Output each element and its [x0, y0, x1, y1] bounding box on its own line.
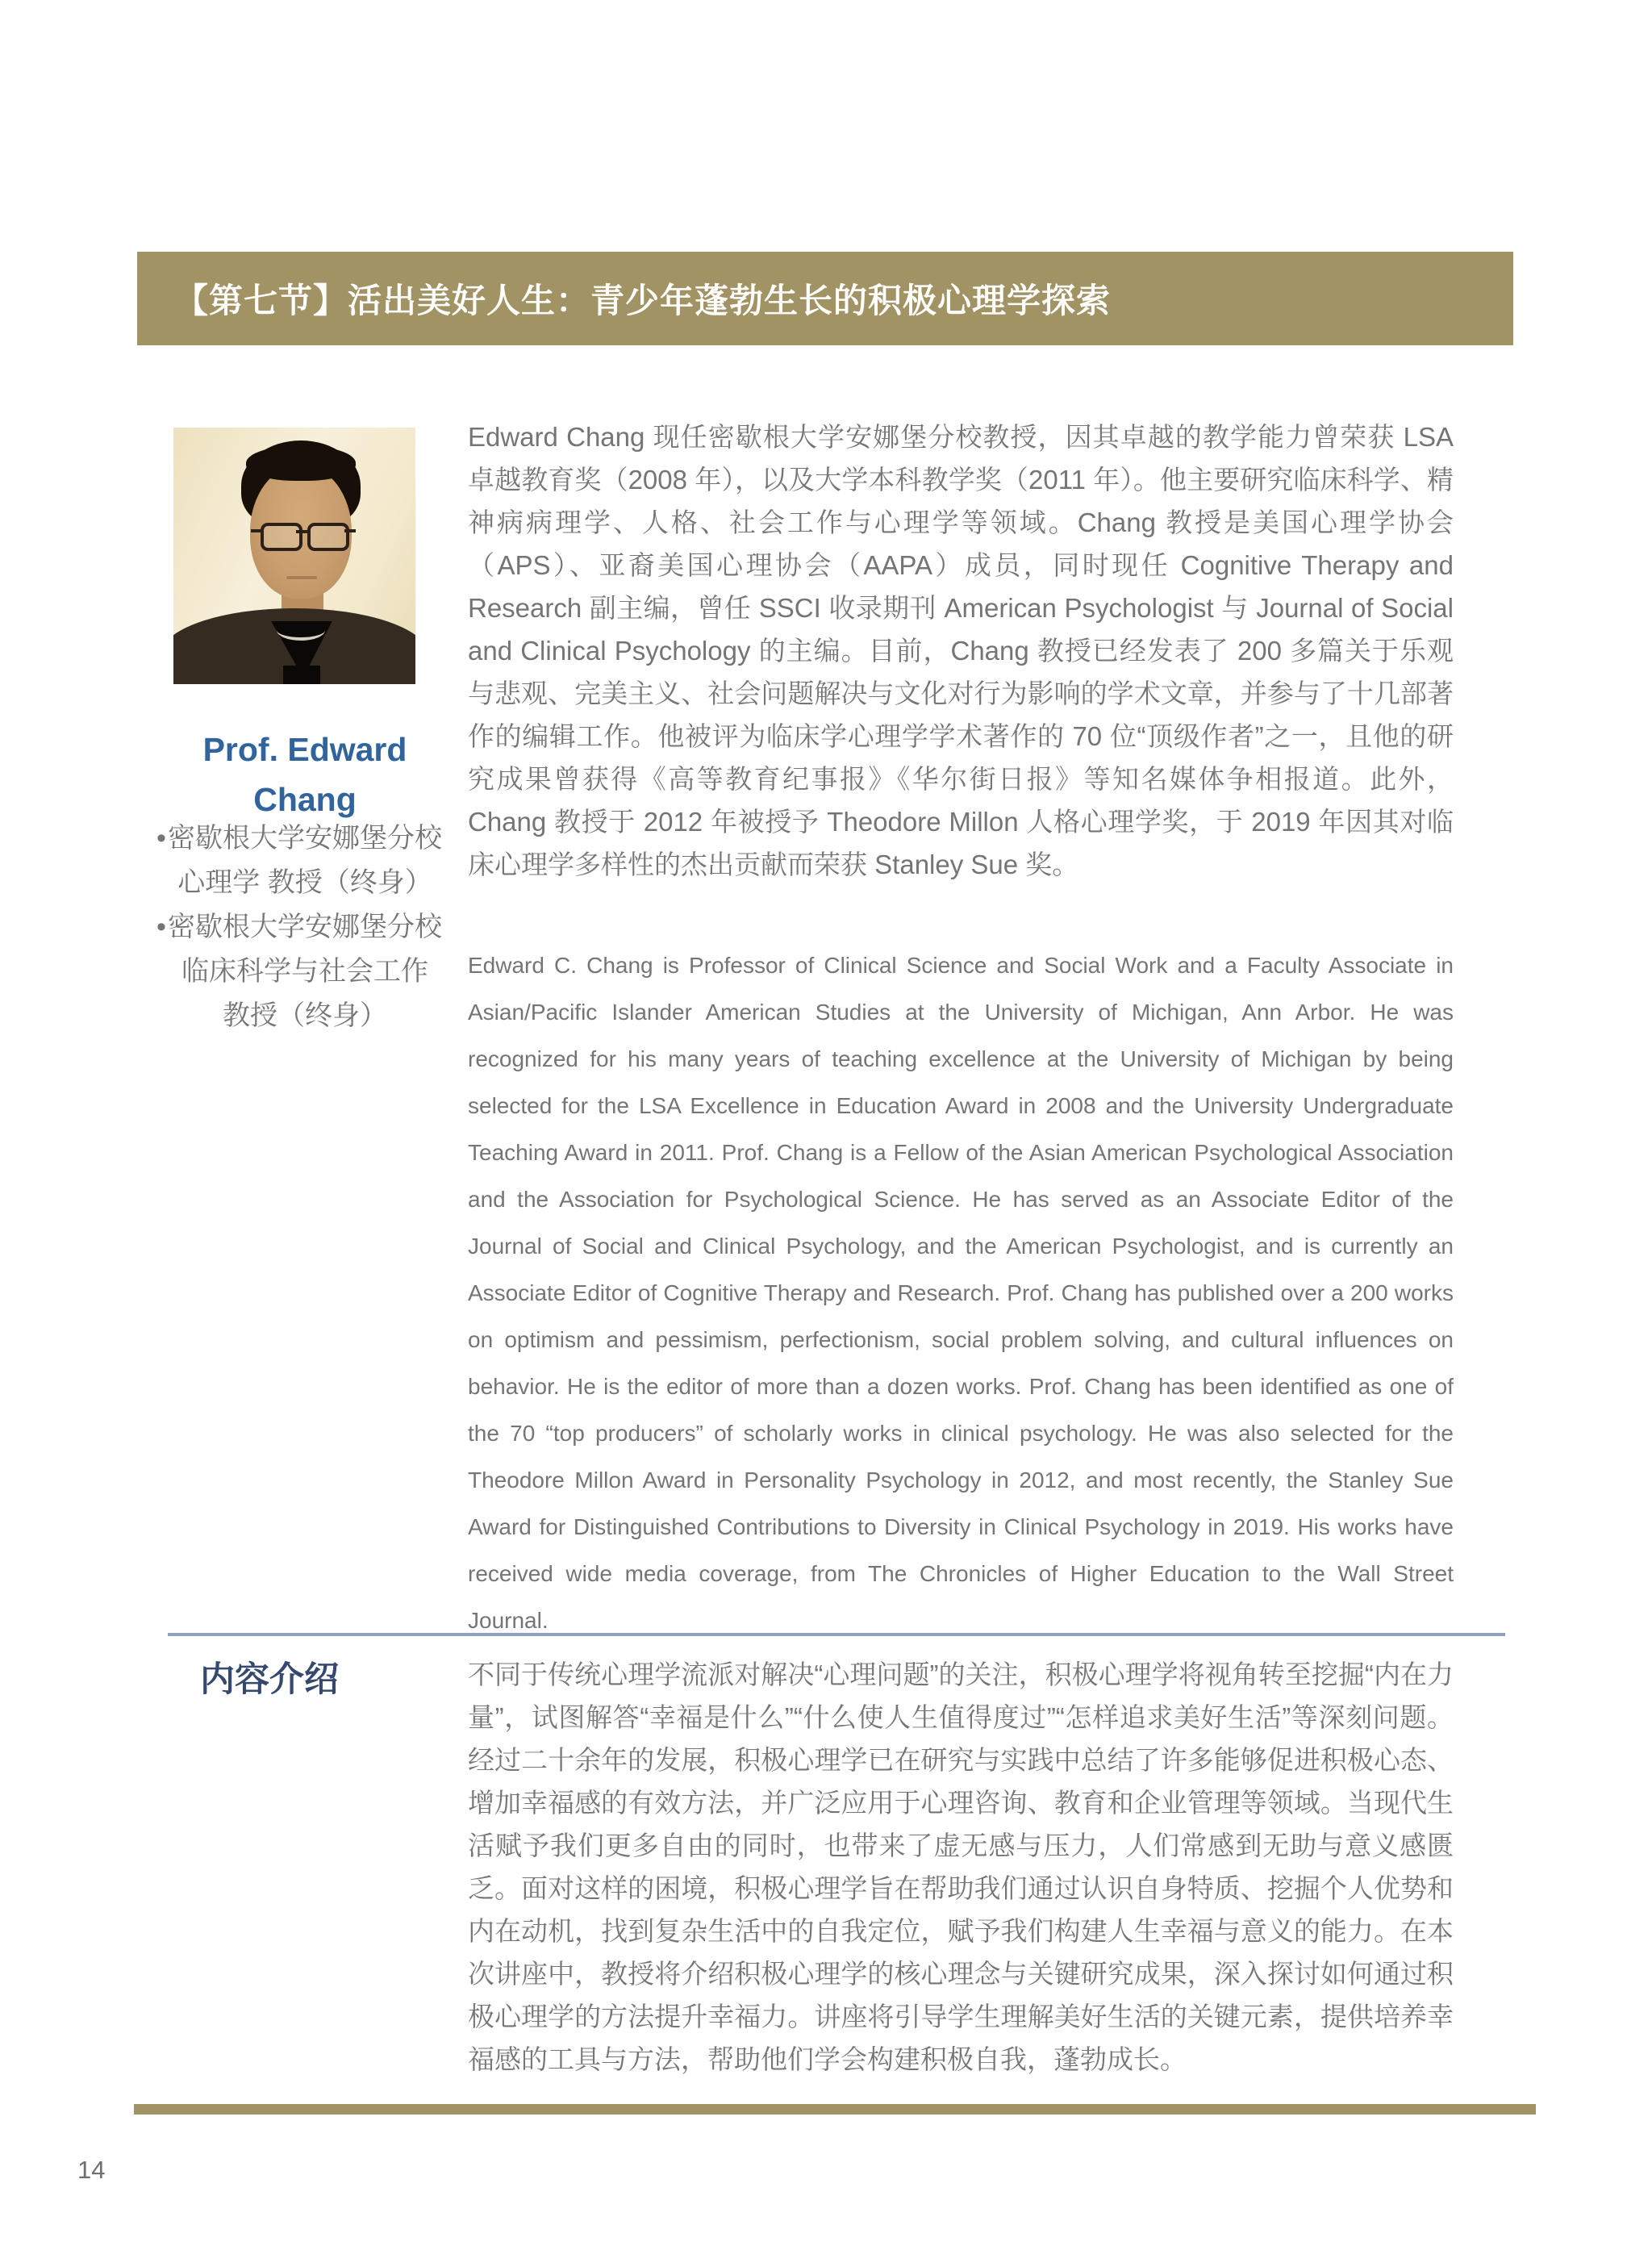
professor-name-line2: Chang [253, 781, 357, 818]
bio-chinese: Edward Chang 现任密歇根大学安娜堡分校教授，因其卓越的教学能力曾荣获 LSA 卓越教育奖（2008 年），以及大学本科教学奖（2011 年）。他主要研究临床科学、精神病病理学、人格、社会工作与心理学等领域。Chang 教授是美国心理学协会（APS）、亚裔美国心理协会（AAPA）成员，同时现任 Cognitive Therapy and Research 副主编，曾任 SSCI 收录期刊 American Psychologist 与 Journal of Social and Clinical Psychology 的主编。目前，Chang 教授已经发表了 200 多篇关于乐观与悲观、完美主义、社会问题解决与文化对行为影响的学术文章，并参与了十几部著作的编辑工作。他被评为临床学心理学学术著作的 70 位“顶级作者”之一，且他的研究成果曾获得《高等教育纪事报》《华尔街日报》等知名媒体争相报道。此外，Chang 教授于 2012 年被授予 Theodore Millon 人格心理学奖，于 2019 年因其对临床心理学多样性的杰出贡献而荣获 Stanley Sue 奖。 [468, 422, 1454, 879]
photo-glasses-temple-left [251, 529, 262, 532]
professor-name-line1: Prof. Edward [202, 731, 407, 768]
photo-glasses-left [261, 523, 302, 551]
section-divider [168, 1633, 1505, 1636]
professor-name [153, 724, 457, 825]
photo-mouth [286, 576, 317, 579]
bottom-gold-bar [134, 2104, 1536, 2115]
credential-line: 密歇根大学安娜堡分校 [168, 912, 442, 942]
photo-hairline [246, 445, 356, 481]
section-header-bar [137, 252, 1513, 345]
section-title: 【第七节】活出美好人生：青少年蓬勃生长的积极心理学探索 [174, 282, 1112, 319]
credential-line: 临床科学与社会工作 [181, 956, 428, 987]
intro-body: 不同于传统心理学流派对解决“心理问题”的关注，积极心理学将视角转至挖掘“内在力量”，试图解答“幸福是什么”“什么使人生值得度过”“怎样追求美好生活”等深刻问题。经过二十余年的发展，积极心理学已在研究与实践中总结了许多能够促进积极心态、增加幸福感的有效方法，并广泛应用于心理咨询、教育和企业管理等领域。当现代生活赋予我们更多自由的同时，也带来了虚无感与压力，人们常感到无助与意义感匮乏。面对这样的困境，积极心理学旨在帮助我们通过认识自身特质、挖掘个人优势和内在动机，找到复杂生活中的自我定位，赋予我们构建人生幸福与意义的能力。在本次讲座中，教授将介绍积极心理学的核心理念与关键研究成果，深入探讨如何通过积极心理学的方法提升幸福力。讲座将引导学生理解美好生活的关键元素，提供培养幸福感的工具与方法，帮助他们学会构建积极自我，蓬勃成长。 [468, 1660, 1454, 2074]
photo-necklace [277, 620, 325, 641]
photo-glasses-bridge [296, 530, 309, 533]
intro-heading: 内容介绍 [200, 1660, 339, 1699]
bio-english: Edward C. Chang is Professor of Clinical Science and Social Work and a Faculty Associate in Asian/Pacific Islander American Studies at the University of Michigan, Ann Arbor. He was recognized for his many years of teaching excellence at the University of Michigan by being selected for the LSA Excellence in Education Award in 2008 and the University Undergraduate Teaching Award in 2011. Prof. Chang is a Fellow of the Asian American Psychological Association and the Association for Psychological Science. He has served as an Associate Editor of the Journal of Social and Clinical Psychology, and the American Psychologist, and is currently an Associate Editor of Cognitive Therapy and Research. Prof. Chang has published over a 200 works on optimism and pessimism, perfectionism, social problem solving, and cultural influences on behavior. He is the editor of more than a dozen works. Prof. Chang has been identified as one of the 70 “top producers” of scholarly works in clinical psychology. He was also selected for the Theodore Millon Award in Personality Psychology in 2012, and most recently, the Stanley Sue Award for Distinguished Contributions to Diversity in Clinical Psychology in 2019. His works have received wide media coverage, from The Chronicles of Higher Education to the Wall Street Journal. [468, 953, 1454, 1633]
credential-item [153, 905, 457, 1038]
bullet-icon: • [156, 912, 166, 942]
photo-shirt [283, 666, 320, 684]
photo-glasses-temple-right [344, 529, 356, 532]
photo-glasses-right [307, 523, 349, 551]
page-number: 14 [77, 2156, 106, 2184]
credential-line: 教授（终身） [223, 1000, 387, 1031]
professor-photo [173, 428, 415, 684]
credential-line: 心理学 教授（终身） [177, 867, 432, 898]
credential-item [153, 816, 457, 905]
credential-list [153, 816, 457, 1038]
credential-line: 密歇根大学安娜堡分校 [168, 823, 442, 854]
bullet-icon: • [156, 823, 166, 854]
